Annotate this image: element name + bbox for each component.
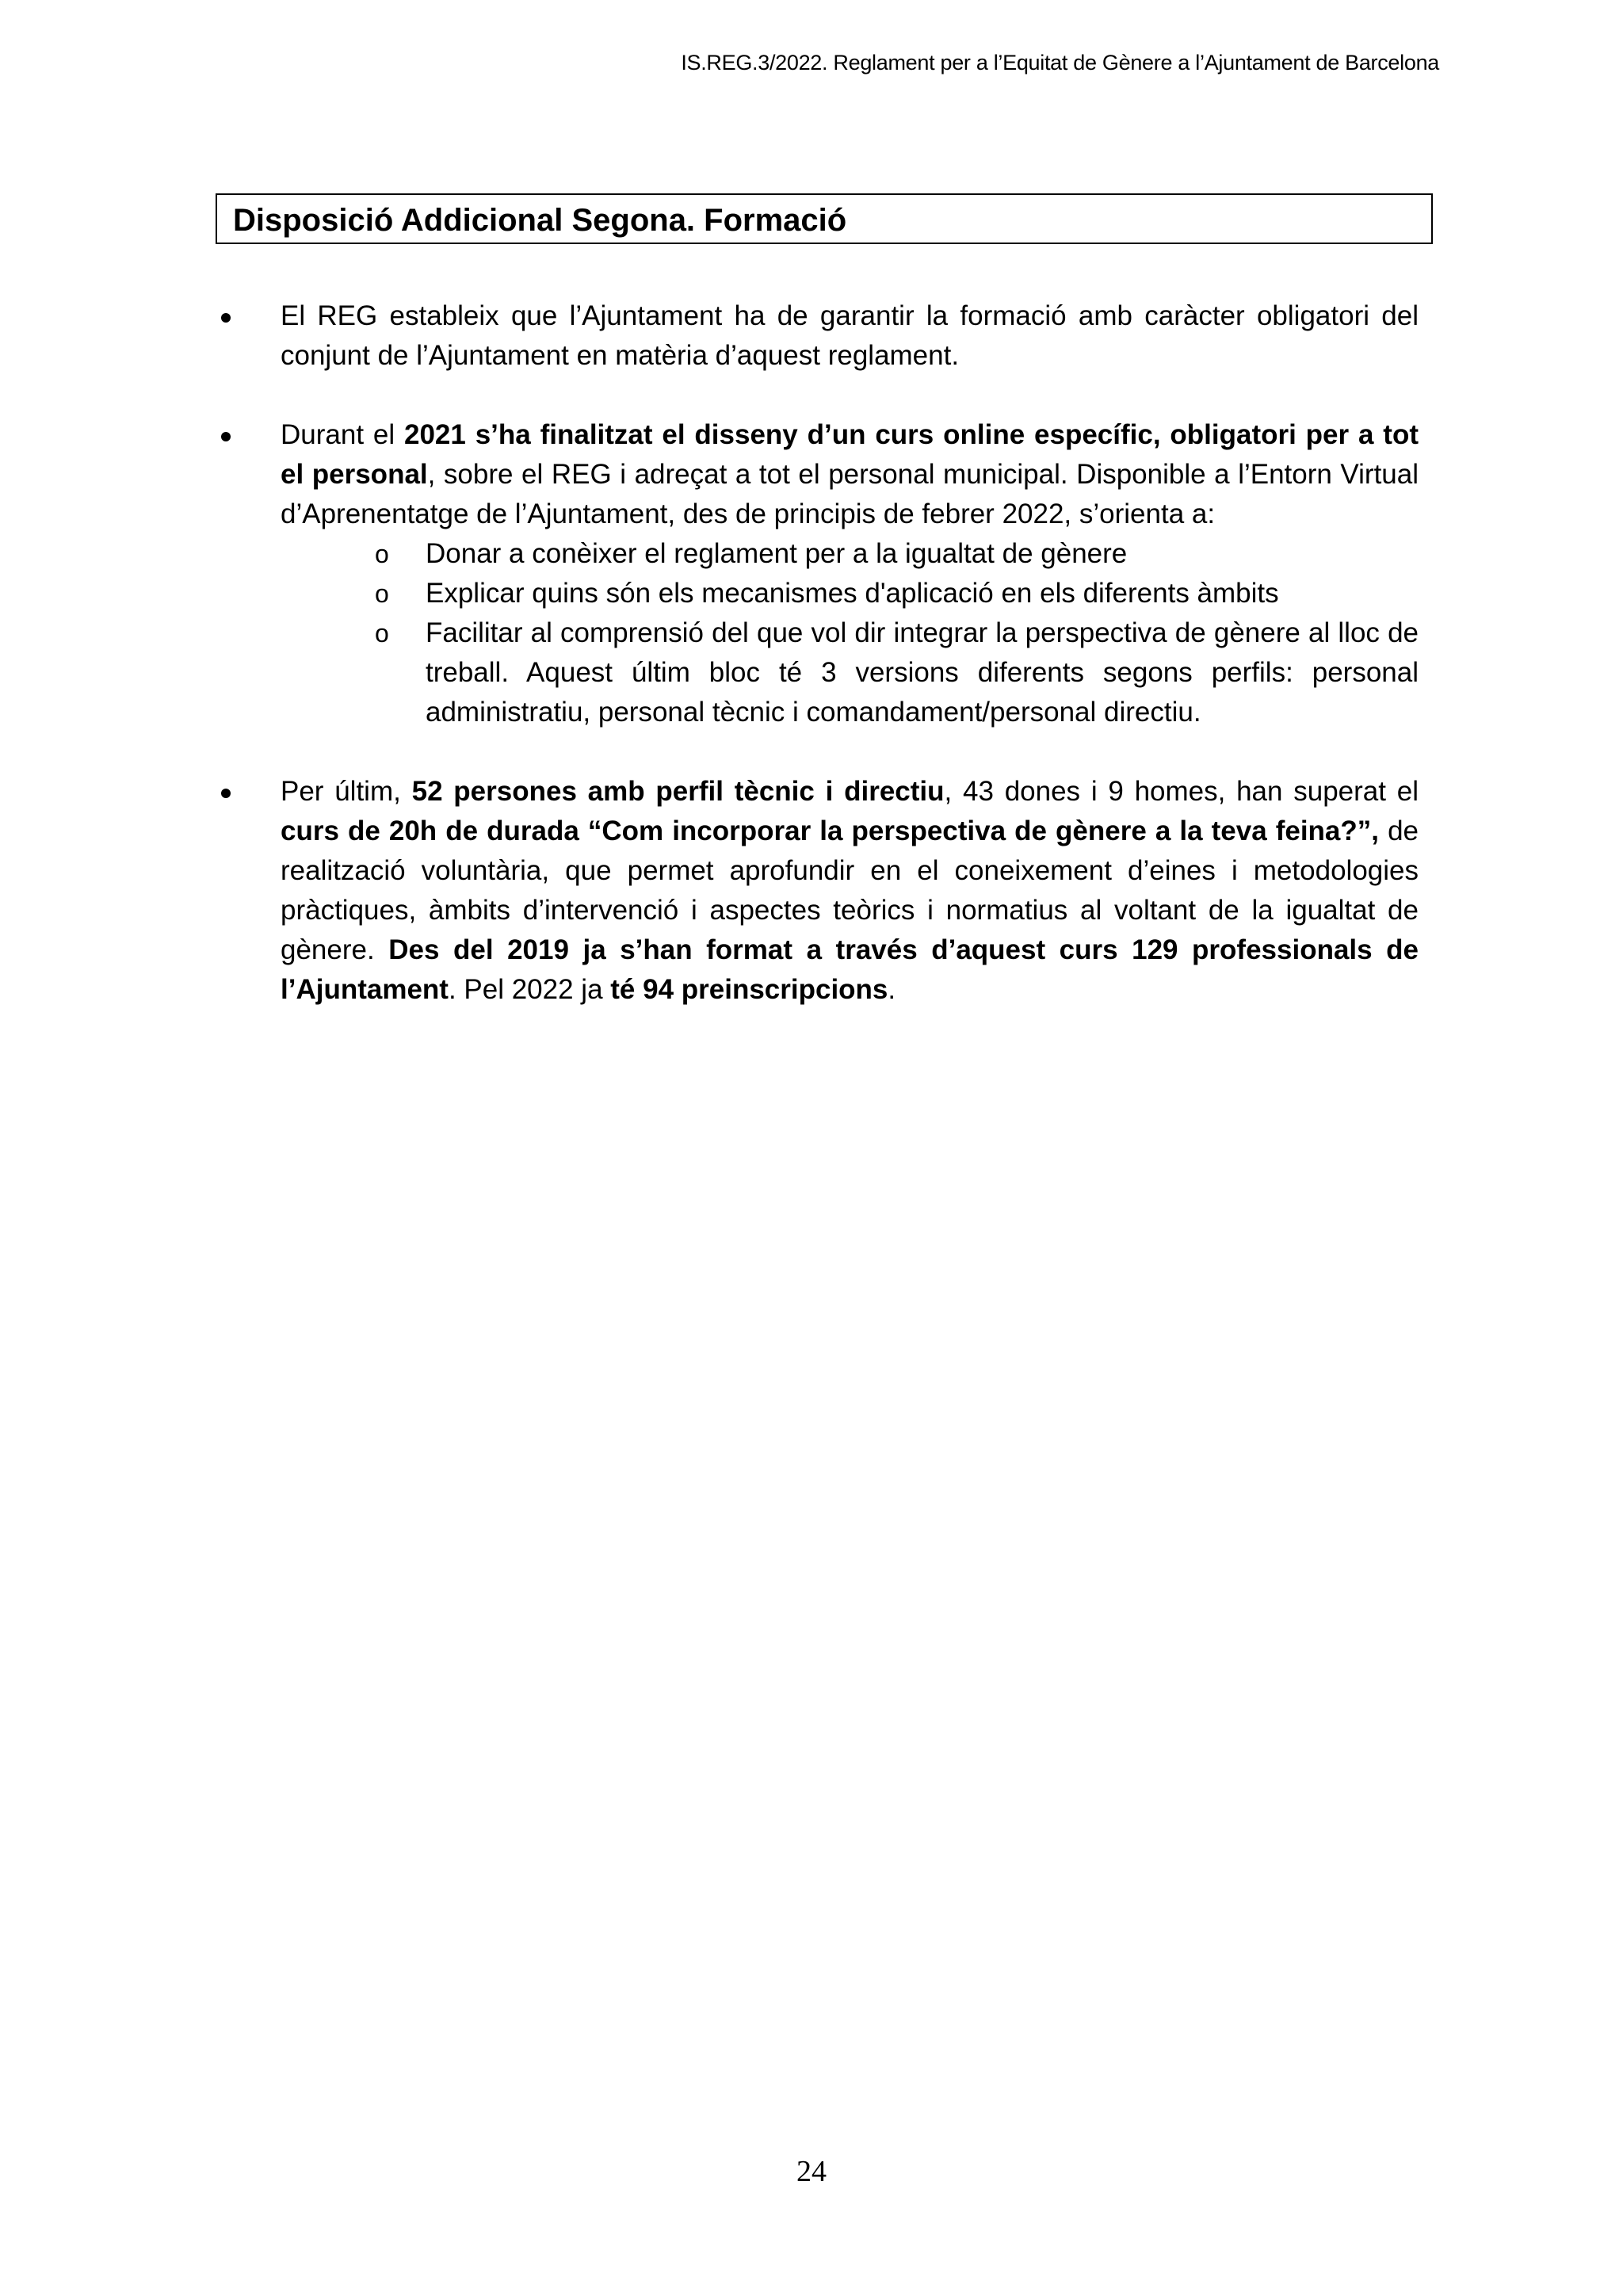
sub-list <box>281 534 1419 732</box>
bullet-icon <box>221 432 231 441</box>
document-body <box>281 296 1419 1010</box>
bullet-text: . <box>888 974 896 1005</box>
circle-bullet-icon: o <box>375 579 389 608</box>
bullet-text: El REG estableix que l’Ajuntament ha de garantir la formació amb caràcter obligatori del conjunt de l’Ajuntament en matèria d’aquest reglament. <box>281 300 1419 371</box>
bold-text: Des del 2019 ja s’han format a través d’aquest curs 129 professionals de l’Ajuntament <box>281 934 1419 1005</box>
bullet-item-voluntary-course <box>281 772 1419 1010</box>
bullet-text: Per últim, <box>281 776 412 807</box>
bold-text: curs de 20h de durada “Com incorporar la perspectiva de gènere a la teva feina?”, <box>281 816 1380 846</box>
bullet-text: , 43 dones i 9 homes, han superat el <box>944 776 1419 807</box>
sub-item-text: Donar a conèixer el reglament per a la igualtat de gènere <box>426 538 1128 569</box>
circle-bullet-icon: o <box>375 619 389 648</box>
bullet-text: . Pel 2022 ja <box>448 974 611 1005</box>
bold-text: 2021 s’ha finalitzat el disseny d’un curs online específic, obligatori per a tot el personal <box>281 419 1419 490</box>
bullet-item-training-obligation <box>281 296 1419 376</box>
section-title: Disposició Addicional Segona. Formació <box>216 193 1433 244</box>
bullet-text: , sobre el REG i adreçat a tot el personal municipal. Disponible a l’Entorn Virtual d’Aprenentatge de l’Ajuntament, des de principis de febrer 2022, s’orienta a: <box>281 459 1419 529</box>
running-header: IS.REG.3/2022. Reglament per a l’Equitat de Gènere a l’Ajuntament de Barcelona <box>681 51 1439 74</box>
bold-text: 52 persones amb perfil tècnic i directiu <box>411 776 945 807</box>
bullet-icon <box>221 789 231 798</box>
bullet-icon <box>221 313 231 323</box>
circle-bullet-icon: o <box>375 540 389 568</box>
bullet-text: de realització voluntària, que permet aprofundir en el coneixement d’eines i metodologies pràctiques, àmbits d’intervenció i aspectes teòrics i normatius al voltant de la igualtat de gènere. <box>281 816 1419 965</box>
sub-item <box>375 613 1419 732</box>
bullet-item-online-course <box>281 415 1419 732</box>
sub-item <box>375 534 1419 574</box>
sub-item-text: Facilitar al comprensió del que vol dir integrar la perspectiva de gènere al lloc de treball. Aquest últim bloc té 3 versions diferents segons perfils: personal administratiu, personal tècnic i comandament/personal directiu. <box>426 617 1419 728</box>
sub-item-text: Explicar quins són els mecanismes d'aplicació en els diferents àmbits <box>426 578 1279 609</box>
page-number: 24 <box>796 2155 827 2188</box>
sub-item <box>375 574 1419 613</box>
bullet-text: Durant el <box>281 419 404 450</box>
bold-text: té 94 preinscripcions <box>610 974 888 1005</box>
